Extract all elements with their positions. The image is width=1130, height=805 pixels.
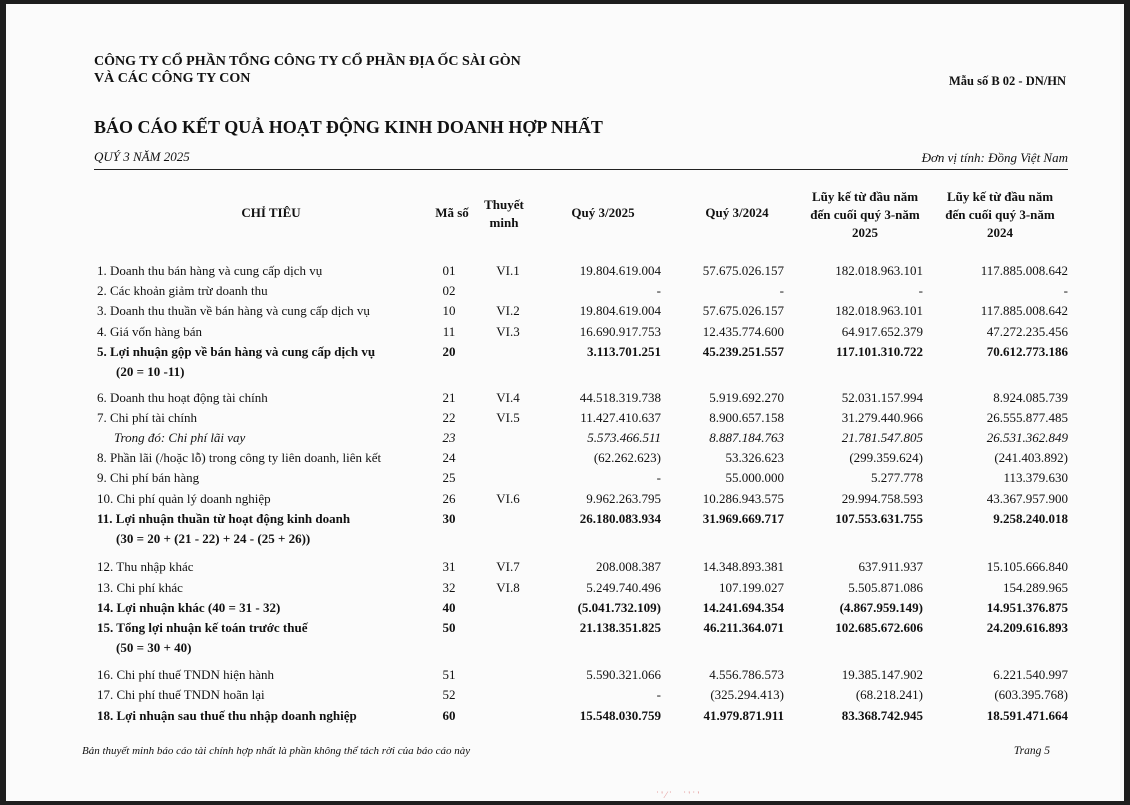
row-label: 8. Phần lãi (/hoặc lỗ) trong công ty liên doanh, liên kết <box>97 450 382 465</box>
row-label: 4. Giá vốn hàng bán <box>97 324 203 339</box>
value-ytd-2024: 24.209.616.893 <box>986 620 1068 635</box>
table-row <box>6 509 1124 546</box>
value-ytd-2025: 52.031.157.994 <box>841 390 923 405</box>
row-label: 3. Doanh thu thuần về bán hàng và cung cấp dịch vụ <box>97 303 370 318</box>
value-ytd-2025: 117.101.310.722 <box>835 344 923 359</box>
table-row <box>6 685 1124 705</box>
value-q3-2024: 45.239.251.557 <box>702 344 784 359</box>
value-q3-2025: 26.180.083.934 <box>579 511 661 526</box>
row-formula: (30 = 20 + (21 - 22) + 24 - (25 + 26)) <box>116 531 311 546</box>
row-code: 24 <box>442 450 456 465</box>
row-label: 10. Chi phí quản lý doanh nghiệp <box>97 491 271 506</box>
row-label: 9. Chi phí bán hàng <box>97 470 200 485</box>
value-ytd-2025: 5.277.778 <box>871 470 923 485</box>
value-q3-2024: 8.887.184.763 <box>709 430 784 445</box>
row-code: 31 <box>442 559 456 574</box>
row-code: 30 <box>442 511 456 526</box>
value-q3-2024: 107.199.027 <box>719 580 784 595</box>
value-ytd-2025: 182.018.963.101 <box>835 263 923 278</box>
row-note: VI.3 <box>496 324 520 339</box>
value-q3-2025: 16.690.917.753 <box>579 324 661 339</box>
row-code: 32 <box>442 580 456 595</box>
row-label: 11. Lợi nhuận thuần từ hoạt động kinh doanh <box>97 511 351 526</box>
row-label: 16. Chi phí thuế TNDN hiện hành <box>97 667 275 682</box>
row-code: 50 <box>442 620 456 635</box>
table-row <box>6 489 1124 509</box>
value-ytd-2024: 8.924.085.739 <box>993 390 1068 405</box>
col-header-note: Thuyết minh <box>484 197 524 230</box>
table-row <box>6 322 1124 342</box>
value-q3-2025: 44.518.319.738 <box>579 390 661 405</box>
value-ytd-2025: 19.385.147.902 <box>841 667 923 682</box>
row-code: 60 <box>442 708 456 723</box>
currency-unit: Đơn vị tính: Đồng Việt Nam <box>921 150 1068 165</box>
row-note: VI.7 <box>496 559 520 574</box>
row-code: 22 <box>442 410 456 425</box>
value-ytd-2024: 47.272.235.456 <box>986 324 1068 339</box>
table-row <box>6 448 1124 468</box>
row-label: 1. Doanh thu bán hàng và cung cấp dịch vụ <box>97 263 323 278</box>
value-ytd-2025: (4.867.959.149) <box>839 600 923 615</box>
value-q3-2024: 41.979.871.911 <box>703 708 784 723</box>
value-ytd-2024: (603.395.768) <box>994 687 1068 702</box>
value-q3-2025: - <box>656 687 661 702</box>
value-q3-2024: - <box>779 283 784 298</box>
value-ytd-2025: 64.917.652.379 <box>841 324 923 339</box>
value-q3-2025: 5.573.466.511 <box>587 430 661 445</box>
row-code: 26 <box>442 491 456 506</box>
value-ytd-2024: 43.367.957.900 <box>986 491 1068 506</box>
report-page <box>6 4 1124 801</box>
page-number: Trang 5 <box>1013 745 1050 757</box>
value-ytd-2025: 107.553.631.755 <box>835 511 923 526</box>
row-label: 13. Chi phí khác <box>97 580 183 595</box>
value-ytd-2024: 117.885.008.642 <box>980 303 1068 318</box>
row-code: 20 <box>442 344 456 359</box>
value-ytd-2025: 29.994.758.593 <box>841 491 923 506</box>
form-code: Mẫu số B 02 - DN/HN <box>948 74 1066 88</box>
value-q3-2024: 53.326.623 <box>725 450 784 465</box>
value-ytd-2025: 21.781.547.805 <box>841 430 923 445</box>
value-q3-2025: 3.113.701.251 <box>586 344 661 359</box>
col-header-indicator: CHỈ TIÊU <box>241 205 301 220</box>
row-note: VI.8 <box>496 580 520 595</box>
value-q3-2025: 9.962.263.795 <box>586 491 661 506</box>
row-code: 01 <box>442 263 456 278</box>
report-period: QUÝ 3 NĂM 2025 <box>94 149 190 164</box>
value-q3-2025: 208.008.387 <box>596 559 661 574</box>
value-q3-2024: 14.348.893.381 <box>702 559 784 574</box>
value-q3-2025: 5.590.321.066 <box>586 667 661 682</box>
table-row <box>6 428 1124 448</box>
value-ytd-2025: 182.018.963.101 <box>835 303 923 318</box>
table-row <box>6 408 1124 428</box>
value-ytd-2025: 5.505.871.086 <box>848 580 923 595</box>
row-label: 5. Lợi nhuận gộp về bán hàng và cung cấp dịch vụ <box>97 344 376 359</box>
row-label: 6. Doanh thu hoạt động tài chính <box>97 390 268 405</box>
value-q3-2025: 21.138.351.825 <box>579 620 661 635</box>
value-q3-2024: 8.900.657.158 <box>709 410 784 425</box>
value-q3-2025: 19.804.619.004 <box>579 263 661 278</box>
company-name-line2: VÀ CÁC CÔNG TY CON <box>94 71 251 86</box>
value-q3-2024: 57.675.026.157 <box>702 263 784 278</box>
row-code: 51 <box>442 667 456 682</box>
row-label: 15. Tổng lợi nhuận kế toán trước thuế <box>97 620 308 635</box>
row-note: VI.6 <box>496 491 520 506</box>
value-ytd-2024: 113.379.630 <box>1003 470 1068 485</box>
footnote: Bản thuyết minh báo cáo tài chính hợp nhất là phần không thể tách rời của báo cáo này <box>82 745 471 757</box>
value-ytd-2024: 117.885.008.642 <box>980 263 1068 278</box>
value-ytd-2024: 26.531.362.849 <box>986 430 1068 445</box>
row-code: 10 <box>442 303 456 318</box>
row-label: 14. Lợi nhuận khác (40 = 31 - 32) <box>97 600 281 615</box>
value-q3-2025: - <box>656 470 661 485</box>
value-q3-2025: (62.262.623) <box>593 450 661 465</box>
row-label: 12. Thu nhập khác <box>97 559 194 574</box>
value-q3-2024: 5.919.692.270 <box>709 390 784 405</box>
row-label: Trong đó: Chi phí lãi vay <box>114 430 246 445</box>
value-q3-2025: 5.249.740.496 <box>586 580 661 595</box>
table-row <box>6 281 1124 301</box>
value-q3-2024: 31.969.669.717 <box>702 511 784 526</box>
row-note: VI.4 <box>496 390 520 405</box>
value-ytd-2025: (299.359.624) <box>849 450 923 465</box>
value-ytd-2025: 102.685.672.606 <box>835 620 923 635</box>
table-row <box>6 665 1124 685</box>
value-ytd-2024: 6.221.540.997 <box>993 667 1068 682</box>
table-row <box>6 578 1124 598</box>
value-ytd-2024: 9.258.240.018 <box>993 511 1068 526</box>
report-title: BÁO CÁO KẾT QUẢ HOẠT ĐỘNG KINH DOANH HỢP NHẤT <box>94 117 603 137</box>
company-name-line1: CÔNG TY CỔ PHẦN TỔNG CÔNG TY CỔ PHẦN ĐỊA ỐC SÀI GÒN <box>94 54 521 69</box>
value-ytd-2025: 637.911.937 <box>858 559 923 574</box>
table-row <box>6 468 1124 488</box>
value-q3-2024: 57.675.026.157 <box>702 303 784 318</box>
table-row <box>6 301 1124 321</box>
value-q3-2025: 19.804.619.004 <box>579 303 661 318</box>
table-row <box>6 618 1124 655</box>
row-code: 23 <box>442 430 456 445</box>
value-ytd-2025: 83.368.742.945 <box>841 708 923 723</box>
col-header-ytd-2024: Lũy kế từ đầu năm đến cuối quý 3-năm 2024 <box>945 189 1055 240</box>
value-ytd-2025: - <box>918 283 923 298</box>
value-q3-2025: 11.427.410.637 <box>580 410 661 425</box>
value-q3-2025: - <box>656 283 661 298</box>
row-code: 40 <box>442 600 456 615</box>
value-q3-2024: 14.241.694.354 <box>702 600 784 615</box>
value-q3-2024: 55.000.000 <box>725 470 784 485</box>
value-q3-2024: 12.435.774.600 <box>702 324 784 339</box>
row-code: 25 <box>442 470 456 485</box>
value-ytd-2024: - <box>1063 283 1068 298</box>
row-formula: (50 = 30 + 40) <box>116 640 192 655</box>
table-row <box>6 342 1124 379</box>
row-code: 11 <box>442 324 456 339</box>
row-note: VI.2 <box>496 303 520 318</box>
value-ytd-2024: 70.612.773.186 <box>986 344 1068 359</box>
row-code: 52 <box>442 687 456 702</box>
col-header-q3-2024: Quý 3/2024 <box>705 205 769 220</box>
col-header-ytd-2025: Lũy kế từ đầu năm đến cuối quý 3-năm 2025 <box>810 189 920 240</box>
value-ytd-2024: 154.289.965 <box>1003 580 1068 595</box>
value-ytd-2024: (241.403.892) <box>994 450 1068 465</box>
value-q3-2025: (5.041.732.109) <box>577 600 661 615</box>
value-q3-2024: 46.211.364.071 <box>703 620 784 635</box>
row-formula: (20 = 10 -11) <box>116 364 185 379</box>
table-row <box>6 598 1124 618</box>
row-label: 2. Các khoản giảm trừ doanh thu <box>97 283 268 298</box>
table-row <box>6 388 1124 408</box>
row-label: 7. Chi phí tài chính <box>97 410 198 425</box>
value-q3-2024: (325.294.413) <box>710 687 784 702</box>
col-header-code: Mã số <box>435 205 469 220</box>
value-ytd-2024: 15.105.666.840 <box>986 559 1068 574</box>
value-ytd-2024: 18.591.471.664 <box>986 708 1068 723</box>
col-header-q3-2025: Quý 3/2025 <box>571 205 635 220</box>
value-q3-2024: 4.556.786.573 <box>709 667 784 682</box>
value-q3-2024: 10.286.943.575 <box>702 491 784 506</box>
row-label: 18. Lợi nhuận sau thuế thu nhập doanh nghiệp <box>97 708 357 723</box>
value-ytd-2025: 31.279.440.966 <box>841 410 923 425</box>
value-ytd-2024: 26.555.877.485 <box>986 410 1068 425</box>
value-ytd-2024: 14.951.376.875 <box>986 600 1068 615</box>
table-row <box>6 557 1124 577</box>
stamp-mark: ˙ ' ⁄ ˙ ˙ ' ˙ ' <box>656 790 700 800</box>
row-note: VI.1 <box>496 263 520 278</box>
row-label: 17. Chi phí thuế TNDN hoãn lại <box>97 687 265 702</box>
row-note: VI.5 <box>496 410 520 425</box>
row-code: 21 <box>442 390 456 405</box>
value-ytd-2025: (68.218.241) <box>855 687 923 702</box>
header-rule <box>94 169 1068 170</box>
table-row <box>6 706 1124 726</box>
row-code: 02 <box>442 283 456 298</box>
table-row <box>6 261 1124 281</box>
value-q3-2025: 15.548.030.759 <box>579 708 661 723</box>
